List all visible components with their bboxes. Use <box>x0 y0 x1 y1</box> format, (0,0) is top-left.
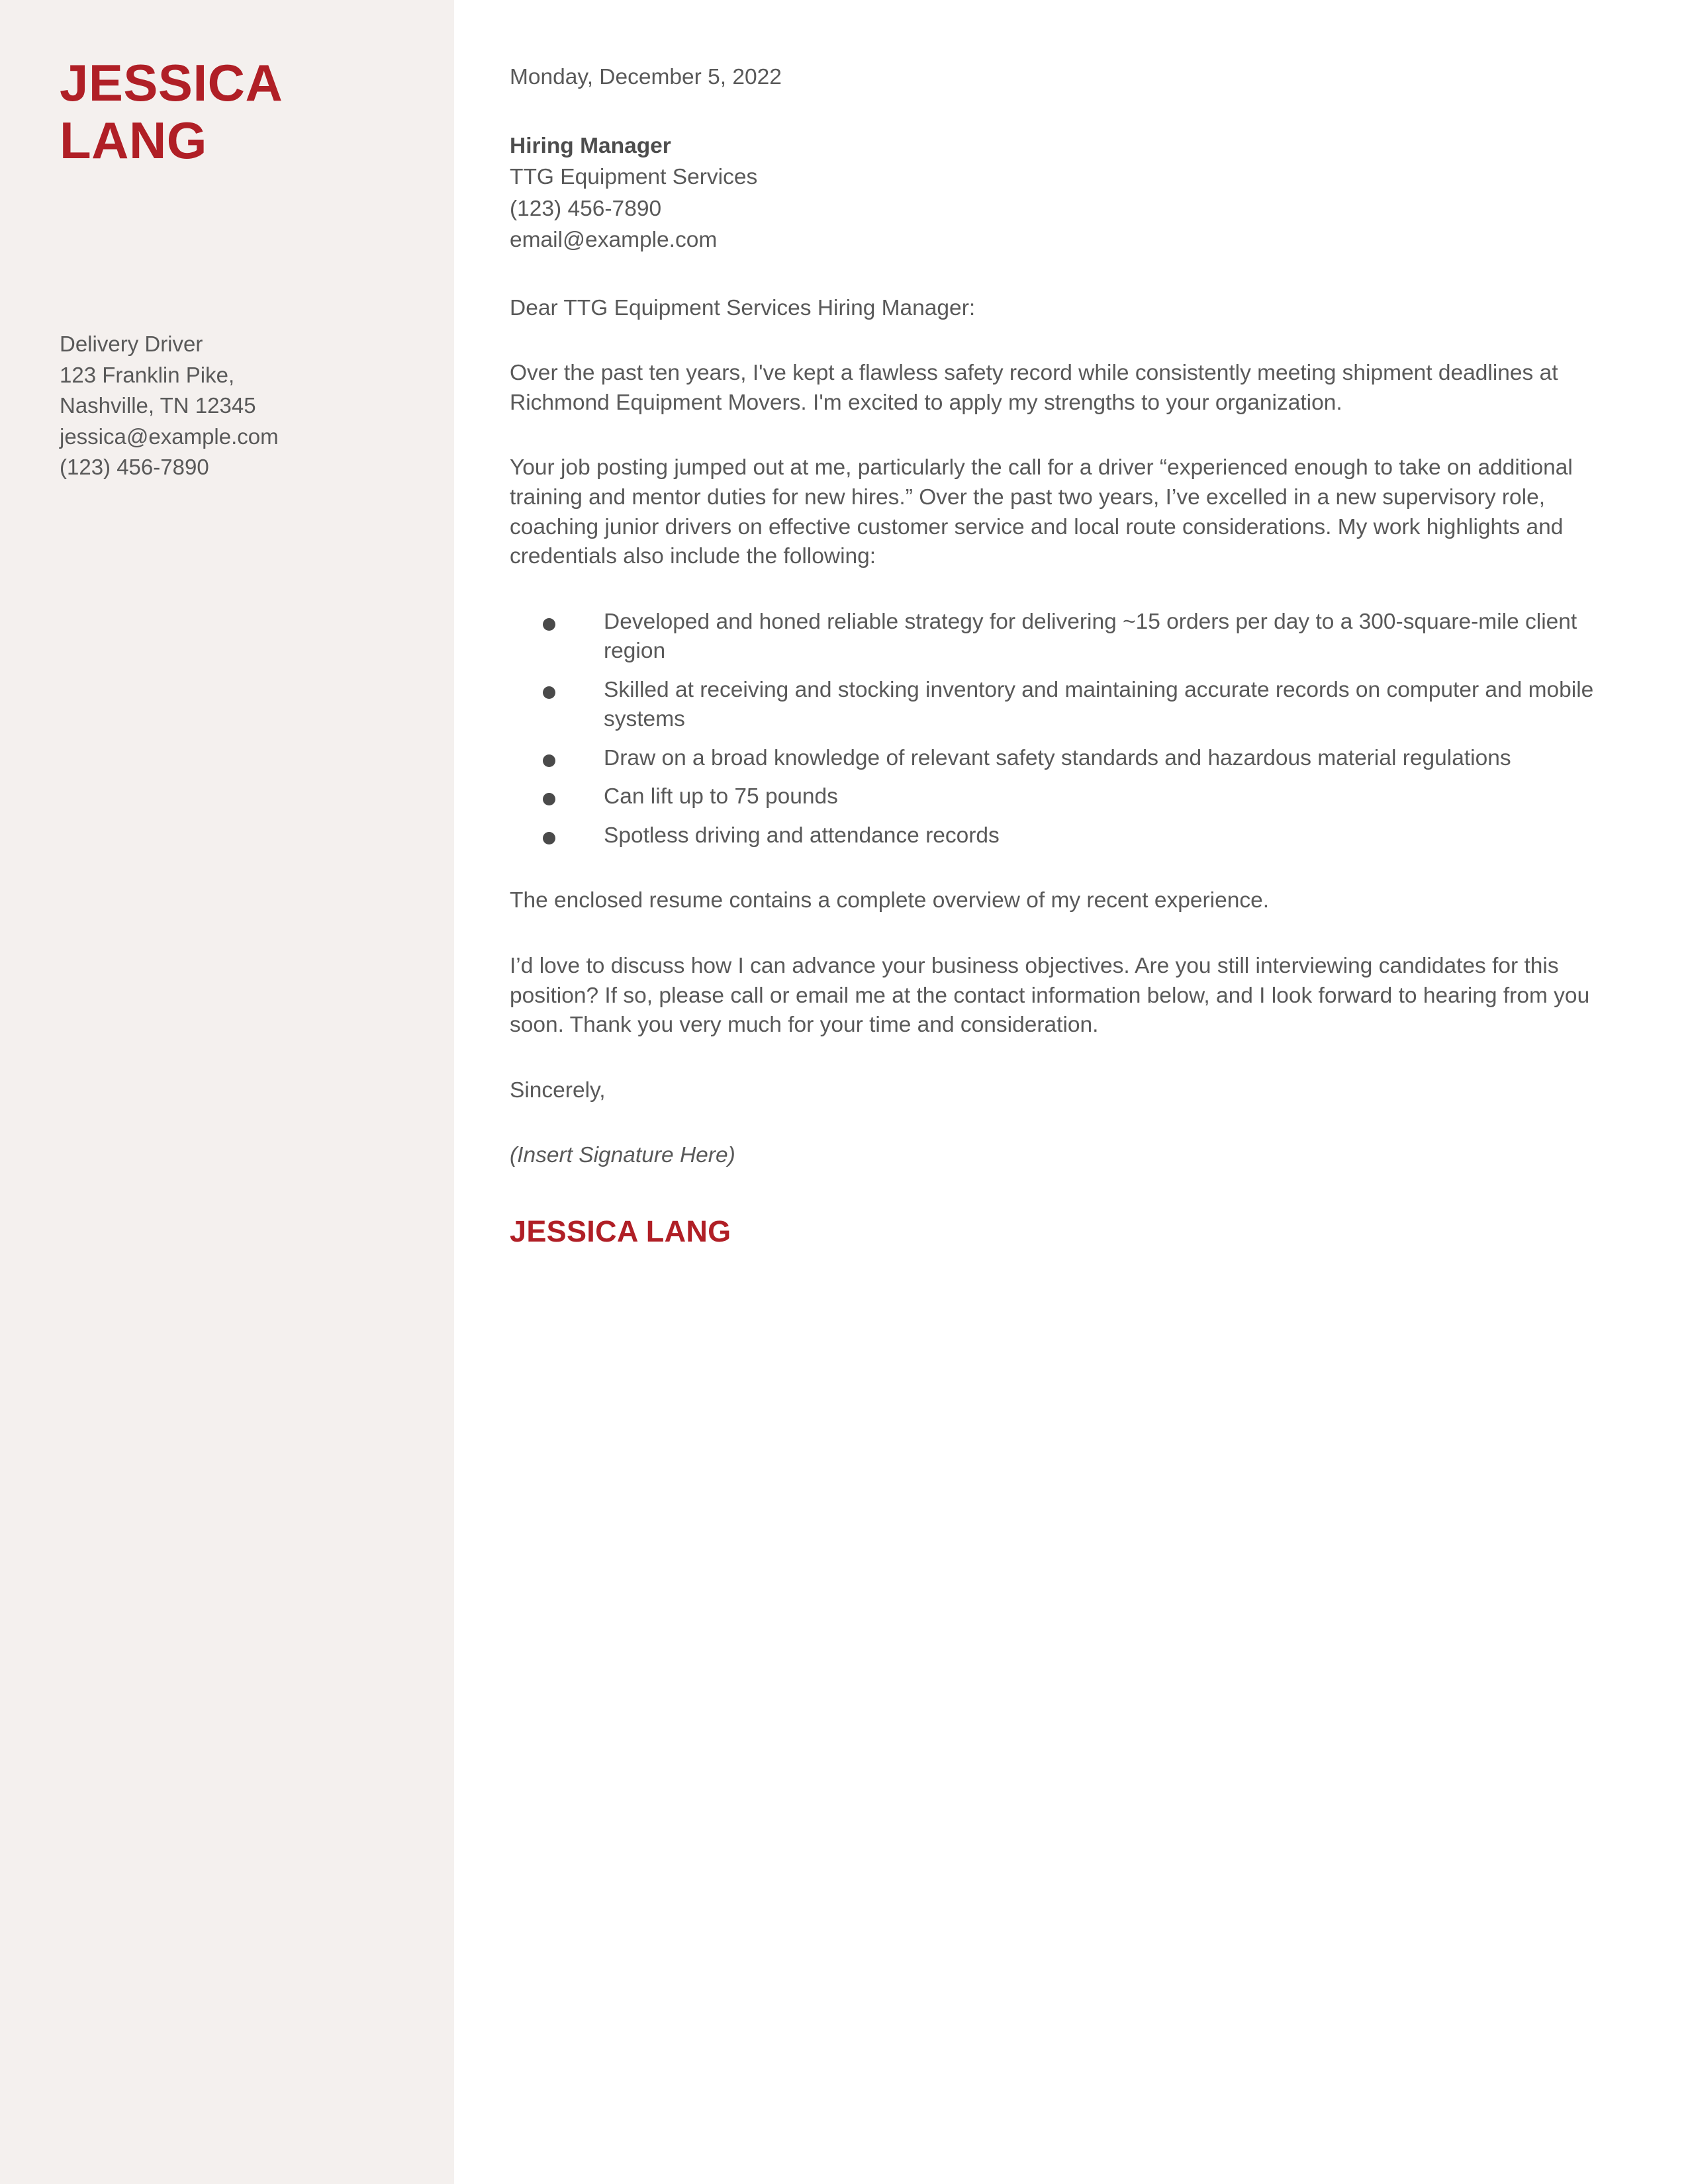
bullet-point-icon <box>543 793 555 805</box>
highlights-list <box>510 608 1622 851</box>
list-item-text: Spotless driving and attendance records <box>604 823 1000 848</box>
closing-salutation: Sincerely, <box>510 1077 606 1103</box>
list-item-text: Skilled at receiving and stocking inventory and maintaining accurate records on computer and mobile systems <box>604 677 1594 732</box>
body-paragraph-3: The enclosed resume contains a complete overview of my recent experience. <box>510 888 1270 913</box>
body-paragraph-2: Your job posting jumped out at me, particularly the call for a driver “experienced enough to take on additional training and mentor duties for new hires.” Over the past two years, I’ve excelled in a new supervisory role, coaching junior drivers on effective customer service and local route considerations. My work highlights and credentials also include the following: <box>510 455 1573 569</box>
recipient-title: Hiring Manager <box>510 133 671 158</box>
candidate-first-name: JESSICA <box>60 54 283 112</box>
letter-date: Monday, December 5, 2022 <box>510 65 782 89</box>
list-item-text: Draw on a broad knowledge of relevant safety standards and hazardous material regulations <box>604 745 1511 770</box>
candidate-job-title: Delivery Driver <box>60 332 203 356</box>
list-item-text: Can lift up to 75 pounds <box>604 784 838 809</box>
list-item <box>510 744 1622 774</box>
salutation: Dear TTG Equipment Services Hiring Manager: <box>510 295 976 320</box>
candidate-phone[interactable]: (123) 456-7890 <box>60 455 209 480</box>
candidate-last-name: LANG <box>60 111 207 170</box>
recipient-block <box>510 130 1622 256</box>
bullet-point-icon <box>543 686 555 699</box>
recipient-company: TTG Equipment Services <box>510 165 758 190</box>
signoff-name: JESSICA LANG <box>510 1214 731 1248</box>
body-paragraph-4: I’d love to discuss how I can advance your business objectives. Are you still interviewing candidates for this position? If so, please call or email me at the contact information below, and I look forward to hearing from you soon. Thank you very much for your time and consideration. <box>510 954 1590 1038</box>
candidate-city-state-zip: Nashville, TN 12345 <box>60 393 256 418</box>
body-paragraph-1: Over the past ten years, I've kept a flawless safety record while consistently meeting shipment deadlines at Richmond Equipment Movers. I'm excited to apply my strengths to your organization. <box>510 361 1558 415</box>
list-item <box>510 608 1622 666</box>
letter-body <box>510 0 1622 1251</box>
signature-placeholder: (Insert Signature Here) <box>510 1143 735 1168</box>
list-item-text: Developed and honed reliable strategy for delivering ~15 orders per day to a 300-square-mile client region <box>604 609 1577 664</box>
sidebar <box>0 0 454 2184</box>
candidate-street-address: 123 Franklin Pike, <box>60 362 235 387</box>
list-item <box>510 821 1622 851</box>
bullet-point-icon <box>543 754 555 767</box>
candidate-contact-block <box>60 329 430 483</box>
recipient-phone: (123) 456-7890 <box>510 196 662 221</box>
candidate-email[interactable]: jessica@example.com <box>60 424 279 449</box>
list-item <box>510 676 1622 735</box>
recipient-email: email@example.com <box>510 228 718 253</box>
candidate-name-heading <box>60 54 430 170</box>
bullet-point-icon <box>543 618 555 631</box>
bullet-point-icon <box>543 832 555 844</box>
list-item <box>510 782 1622 812</box>
